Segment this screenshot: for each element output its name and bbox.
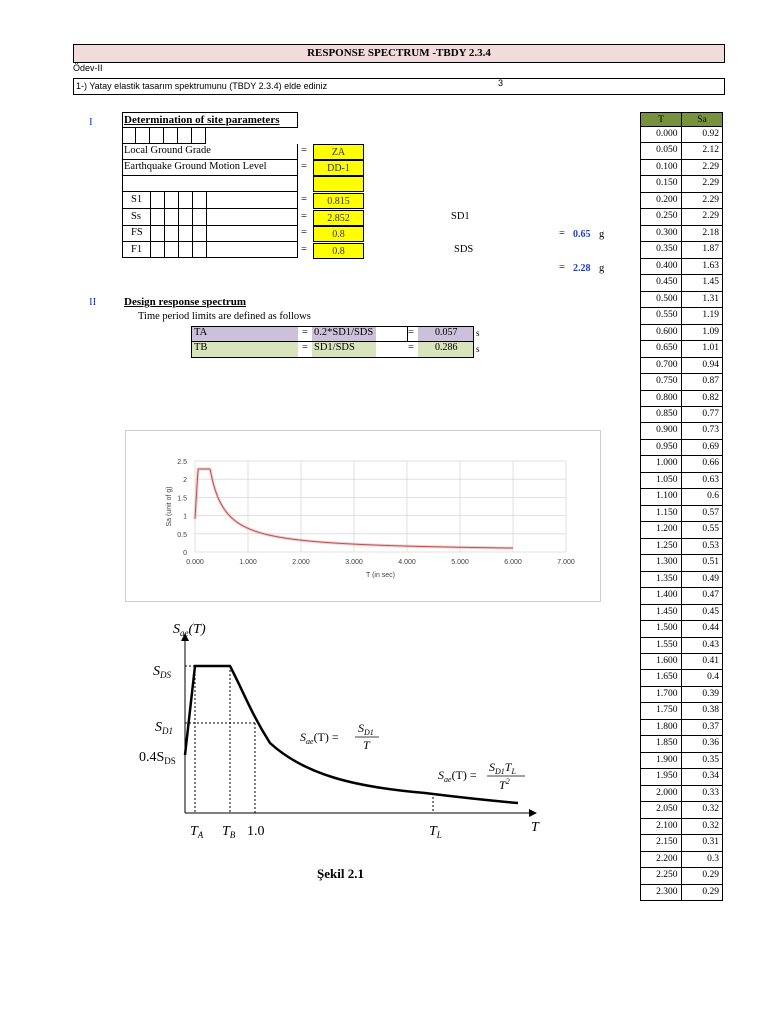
- chart-x-tick-label: 1.000: [239, 559, 257, 566]
- table-cell-t: 0.900: [641, 423, 682, 438]
- table-row: [640, 259, 723, 275]
- table-cell-sa: 1.45: [702, 277, 719, 288]
- input-f1[interactable]: 0.8: [313, 243, 364, 259]
- table-cell-sa: 0.53: [702, 540, 719, 551]
- table-cell-t: 0.500: [641, 292, 682, 307]
- table-row: [640, 275, 723, 291]
- section2-intro: Time period limits are defined as follows: [138, 311, 311, 322]
- value-sd1: 0.65: [573, 229, 591, 240]
- eq-sds: =: [559, 262, 565, 273]
- task-bar: [73, 78, 725, 95]
- fig-eq2-lhs: $S_{ae}(T)$ =: [438, 768, 477, 784]
- fig-sd1-label: $S_{D1}$: [155, 720, 173, 736]
- table-cell-sa: 0.92: [702, 129, 719, 139]
- table-cell-sa: 2.29: [702, 211, 719, 222]
- chart-x-tick-label: 7.000: [557, 559, 575, 566]
- table-cell-sa: 0.33: [702, 787, 719, 798]
- label-motion-level: Earthquake Ground Motion Level: [124, 161, 267, 172]
- table-cell-t: 1.950: [641, 769, 682, 784]
- table-row: [640, 456, 723, 472]
- table-cell-sa: 0.45: [702, 606, 719, 617]
- table-row: [640, 423, 723, 439]
- ta-value: 0.057: [435, 327, 458, 338]
- table-cell-t: 0.800: [641, 391, 682, 406]
- table-cell-t: 0.150: [641, 176, 682, 191]
- table-cell-t: 2.300: [641, 885, 682, 900]
- fig-eq1-num: $S_{D1}$: [358, 721, 374, 737]
- row-motion-level: [122, 160, 298, 176]
- tb-eq1: =: [302, 342, 308, 353]
- section1-title: Determination of site parameters: [124, 114, 280, 126]
- table-cell-sa: 0.63: [702, 474, 719, 485]
- table-row: [640, 440, 723, 456]
- table-row: [640, 193, 723, 209]
- empty-yellow-cell: [313, 176, 364, 192]
- table-cell-sa: 0.69: [702, 441, 719, 452]
- spectrum-chart-svg: [126, 431, 600, 601]
- input-s1[interactable]: 0.815: [313, 193, 364, 209]
- table-cell-sa: 0.34: [702, 771, 719, 782]
- table-row: [640, 802, 723, 818]
- table-cell-t: 0.300: [641, 226, 682, 241]
- table-cell-t: 1.750: [641, 703, 682, 718]
- table-cell-sa: 2.29: [702, 178, 719, 189]
- table-row: [640, 753, 723, 769]
- eq-ground-grade: =: [301, 145, 307, 156]
- eq-fs: =: [301, 227, 307, 238]
- table-row: [640, 638, 723, 654]
- tb-row: [191, 342, 474, 358]
- table-cell-t: 0.850: [641, 407, 682, 422]
- table-row: [640, 143, 723, 159]
- table-cell-t: 2.100: [641, 819, 682, 834]
- table-cell-t: 2.150: [641, 835, 682, 850]
- chart-y-tick-label: 0.5: [177, 531, 187, 539]
- table-row: [640, 391, 723, 407]
- table-row: [640, 407, 723, 423]
- tb-label: TB: [194, 342, 208, 353]
- table-row: [640, 769, 723, 785]
- param-grid: [122, 192, 298, 258]
- table-row: [640, 621, 723, 637]
- table-cell-sa: 0.39: [702, 688, 719, 699]
- table-cell-t: 2.050: [641, 802, 682, 817]
- table-cell-t: 1.200: [641, 522, 682, 537]
- label-ss: Ss: [131, 211, 141, 222]
- ta-unit: s: [476, 328, 480, 338]
- chart-x-axis-label: T (in sec): [365, 572, 396, 579]
- table-cell-sa: 0.3: [707, 853, 719, 864]
- fig-eq2-den: $T^2$: [499, 777, 510, 792]
- table-cell-sa: 2.18: [702, 227, 719, 238]
- table-row: [640, 374, 723, 390]
- label-fs: FS: [131, 227, 143, 238]
- label-ground-grade: Local Ground Grade: [124, 145, 211, 156]
- table-row: [640, 720, 723, 736]
- table-cell-t: 1.450: [641, 605, 682, 620]
- fig-y-label: $S_{ae}(T)$: [173, 622, 206, 638]
- table-cell-sa: 2.29: [702, 161, 719, 172]
- table-row: [640, 489, 723, 505]
- table-cell-sa: 0.32: [702, 820, 719, 831]
- table-row: [640, 127, 723, 143]
- input-fs[interactable]: 0.8: [313, 226, 364, 242]
- chart-x-tick-label: 6.000: [504, 559, 522, 566]
- table-row: [640, 819, 723, 835]
- table-cell-t: 1.900: [641, 753, 682, 768]
- table-row: [640, 687, 723, 703]
- tb-unit: s: [476, 344, 480, 354]
- figure-curve: [185, 666, 518, 803]
- table-cell-t: 0.000: [641, 127, 682, 142]
- table-row: [640, 325, 723, 341]
- table-row: [640, 885, 723, 901]
- tb-eq2: =: [408, 342, 414, 353]
- empty-grid-row: [122, 128, 208, 144]
- table-cell-sa: 0.43: [702, 639, 719, 650]
- fig-ta-label: $T_A$: [190, 824, 204, 840]
- table-cell-sa: 0.73: [702, 425, 719, 436]
- table-cell-t: 0.450: [641, 275, 682, 290]
- table-cell-t: 0.400: [641, 259, 682, 274]
- table-cell-sa: 2.12: [702, 145, 719, 156]
- table-header-sa: Sa: [697, 115, 707, 125]
- table-cell-t: 0.650: [641, 341, 682, 356]
- table-cell-sa: 1.09: [702, 326, 719, 337]
- ta-row: [191, 326, 474, 342]
- table-row: [640, 654, 723, 670]
- table-cell-t: 1.050: [641, 473, 682, 488]
- table-cell-t: 0.550: [641, 308, 682, 323]
- input-ss[interactable]: 2.852: [313, 210, 364, 226]
- chart-y-tick-label: 2: [183, 477, 187, 485]
- ta-eq1: =: [302, 327, 308, 338]
- table-row: [640, 506, 723, 522]
- chart-x-tick-label: 3.000: [345, 559, 363, 566]
- table-cell-t: 1.250: [641, 539, 682, 554]
- unit-sd1: g: [599, 229, 605, 240]
- unit-sds: g: [599, 263, 605, 274]
- section1-title-cell: [122, 112, 298, 128]
- table-row: [640, 555, 723, 571]
- table-row: [640, 852, 723, 868]
- table-cell-sa: 0.94: [702, 359, 719, 370]
- eq-ss: =: [301, 211, 307, 222]
- input-ground-grade[interactable]: ZA: [313, 144, 364, 160]
- spectrum-table: [640, 112, 723, 901]
- table-row: [640, 605, 723, 621]
- table-body: [640, 127, 723, 901]
- section2-title: Design response spectrum: [124, 296, 247, 308]
- fig-tb-label: $T_B$: [222, 824, 236, 840]
- table-row: [640, 539, 723, 555]
- table-row: [640, 736, 723, 752]
- spectrum-chart: [125, 430, 601, 602]
- table-row: [640, 358, 723, 374]
- chart-x-tick-label: 4.000: [398, 559, 416, 566]
- table-cell-t: 0.750: [641, 374, 682, 389]
- table-cell-t: 2.000: [641, 786, 682, 801]
- table-cell-sa: 1.31: [702, 293, 719, 304]
- table-cell-sa: 0.41: [702, 656, 719, 666]
- table-cell-sa: 2.29: [702, 194, 719, 205]
- table-row: [640, 703, 723, 719]
- table-cell-sa: 1.63: [702, 260, 719, 271]
- table-cell-t: 1.650: [641, 670, 682, 685]
- label-s1: S1: [131, 194, 143, 205]
- table-row: [640, 588, 723, 604]
- chart-x-tick-label: 0.000: [186, 559, 204, 566]
- table-cell-t: 1.500: [641, 621, 682, 636]
- input-motion-level[interactable]: DD-1: [313, 160, 364, 176]
- chart-y-tick-label: 2.5: [177, 459, 187, 466]
- chart-y-tick-label: 0: [183, 550, 187, 557]
- eq-motion-level: =: [301, 161, 307, 172]
- table-row: [640, 308, 723, 324]
- chart-y-tick-label: 1.5: [177, 495, 187, 503]
- table-cell-t: 1.400: [641, 588, 682, 603]
- table-cell-sa: 0.57: [702, 507, 719, 518]
- chart-x-tick-label: 5.000: [451, 559, 469, 566]
- table-cell-sa: 0.44: [702, 623, 719, 634]
- table-cell-t: 1.300: [641, 555, 682, 570]
- table-cell-sa: 0.55: [702, 524, 719, 535]
- table-cell-t: 1.350: [641, 572, 682, 587]
- table-row: [640, 242, 723, 258]
- figure-caption: Şekil 2.1: [317, 866, 364, 881]
- table-row: [640, 341, 723, 357]
- table-cell-t: 0.600: [641, 325, 682, 340]
- table-cell-sa: 0.29: [702, 886, 719, 897]
- table-cell-sa: 0.82: [702, 392, 719, 403]
- table-cell-t: 1.800: [641, 720, 682, 735]
- ta-formula: 0.2*SD1/SDS: [314, 327, 374, 338]
- table-cell-sa: 1.87: [702, 244, 719, 255]
- table-cell-sa: 0.47: [702, 590, 719, 601]
- table-row: [640, 835, 723, 851]
- table-row: [640, 226, 723, 242]
- value-sds: 2.28: [573, 263, 591, 274]
- table-cell-sa: 0.32: [702, 804, 719, 815]
- table-cell-t: 2.200: [641, 852, 682, 867]
- table-row: [640, 160, 723, 176]
- table-row: [640, 473, 723, 489]
- table-cell-sa: 0.66: [702, 458, 719, 469]
- table-cell-t: 1.850: [641, 736, 682, 751]
- chart-y-axis-label: Sa (unit of g): [166, 486, 173, 527]
- page-title: RESPONSE SPECTRUM -TBDY 2.3.4: [73, 44, 725, 63]
- table-cell-t: 0.950: [641, 440, 682, 455]
- table-cell-sa: 0.37: [702, 721, 719, 732]
- table-cell-sa: 0.31: [702, 837, 719, 848]
- fig-x-label: T: [531, 820, 539, 835]
- row-ground-grade: [122, 144, 298, 160]
- section1-roman: I: [89, 116, 93, 128]
- fig-one-label: 1.0: [247, 824, 265, 839]
- table-cell-t: 1.100: [641, 489, 682, 504]
- table-cell-sa: 0.38: [702, 705, 719, 716]
- label-sd1: SD1: [451, 211, 470, 222]
- table-header-t: T: [641, 113, 682, 126]
- label-sds: SDS: [454, 244, 474, 255]
- table-row: [640, 176, 723, 192]
- subtitle: Ödev-II: [73, 63, 103, 73]
- table-cell-sa: 0.35: [702, 754, 719, 765]
- table-row: [640, 572, 723, 588]
- table-cell-sa: 1.19: [702, 310, 719, 321]
- chart-y-tick-label: 1: [183, 513, 187, 521]
- task-number: 3: [498, 78, 504, 88]
- table-cell-sa: 0.51: [702, 557, 719, 568]
- table-row: [640, 292, 723, 308]
- label-f1: F1: [131, 244, 143, 255]
- ta-eq2: =: [408, 327, 414, 338]
- table-cell-t: 0.250: [641, 209, 682, 224]
- table-header: [640, 112, 723, 127]
- table-cell-t: 0.100: [641, 160, 682, 175]
- table-cell-t: 0.350: [641, 242, 682, 257]
- table-cell-sa: 0.87: [702, 376, 719, 387]
- table-cell-sa: 0.4: [707, 672, 719, 683]
- table-cell-t: 1.150: [641, 506, 682, 521]
- table-cell-t: 1.700: [641, 687, 682, 702]
- eq-s1: =: [301, 194, 307, 205]
- chart-x-tick-label: 2.000: [292, 559, 310, 566]
- eq-sd1: =: [559, 228, 565, 239]
- table-cell-t: 0.050: [641, 143, 682, 158]
- table-cell-sa: 0.36: [702, 738, 719, 749]
- table-row: [640, 868, 723, 884]
- table-cell-sa: 0.77: [702, 408, 719, 419]
- empty-row: [122, 176, 298, 192]
- task-text: 1-) Yatay elastik tasarım spektrumunu (TBDY 2.3.4) elde ediniz: [76, 81, 328, 91]
- fig-eq1-lhs: $S_{ae}(T)$ =: [300, 730, 339, 746]
- fig-low-label: $0.4S_{DS}$: [139, 750, 176, 766]
- table-cell-t: 1.600: [641, 654, 682, 669]
- table-cell-t: 2.250: [641, 868, 682, 883]
- ta-label: TA: [194, 327, 208, 338]
- section2-roman: II: [89, 296, 97, 308]
- table-cell-t: 1.000: [641, 456, 682, 471]
- tb-value: 0.286: [435, 342, 458, 353]
- table-cell-sa: 1.01: [702, 343, 719, 354]
- table-cell-sa: 0.49: [702, 573, 719, 584]
- fig-tl-label: $T_L$: [429, 824, 442, 840]
- fig-sds-label: $S_{DS}$: [153, 664, 171, 680]
- table-cell-t: 0.200: [641, 193, 682, 208]
- table-cell-t: 0.700: [641, 358, 682, 373]
- table-row: [640, 209, 723, 225]
- table-cell-t: 1.550: [641, 638, 682, 653]
- fig-eq1-den: T: [363, 738, 370, 752]
- table-cell-sa: 0.6: [707, 491, 719, 502]
- tb-formula: SD1/SDS: [314, 342, 355, 353]
- eq-f1: =: [301, 244, 307, 255]
- table-row: [640, 670, 723, 686]
- design-spectrum-figure: [135, 615, 555, 890]
- fig-eq2-num: $S_{D1}T_L$: [489, 760, 516, 776]
- table-cell-sa: 0.29: [702, 870, 719, 881]
- table-row: [640, 522, 723, 538]
- table-row: [640, 786, 723, 802]
